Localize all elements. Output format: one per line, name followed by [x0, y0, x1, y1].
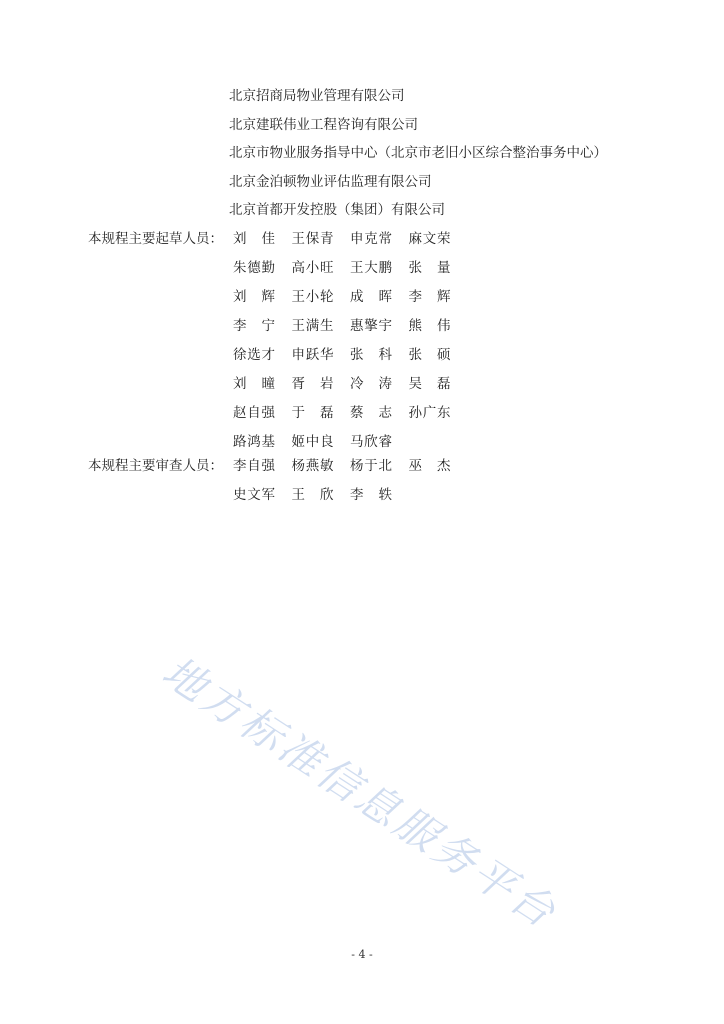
name-row: [233, 316, 467, 345]
person-name: 刘 曈: [233, 376, 275, 392]
person-name: 李 宁: [233, 318, 275, 334]
person-name: 杨燕敏: [291, 458, 334, 474]
person-name: 马欣睿: [350, 434, 392, 450]
person-name: 赵自强: [233, 405, 275, 421]
person-name: 姬中良: [291, 434, 334, 450]
organization-item: 北京金泊顿物业评估监理有限公司: [229, 173, 432, 190]
person-name: 王保青: [291, 231, 334, 247]
person-name: 于 磊: [291, 405, 334, 421]
organization-item: 北京建联伟业工程咨询有限公司: [229, 116, 418, 133]
person-name: 李自强: [233, 458, 275, 474]
person-name: 王大鹏: [350, 260, 392, 276]
person-name: 惠擎宇: [350, 318, 392, 334]
person-name: 蔡 志: [350, 405, 392, 421]
reviewers-names: [233, 456, 467, 514]
name-row: [233, 258, 467, 287]
person-name: 冷 涛: [350, 376, 392, 392]
reviewers-label: 本规程主要审查人员：: [88, 458, 223, 474]
organization-item: 北京市物业服务指导中心（北京市老旧小区综合整治事务中心）: [229, 145, 607, 161]
person-name: 刘 辉: [233, 289, 275, 305]
person-name: 李 轶: [350, 487, 392, 503]
person-name: 张 硕: [408, 347, 451, 363]
name-row: [233, 345, 467, 374]
organization-item: 北京招商局物业管理有限公司: [229, 88, 405, 104]
person-name: 刘 佳: [233, 231, 275, 247]
person-name: 吴 磊: [408, 376, 451, 392]
organization-list: [229, 86, 607, 229]
name-row: [233, 374, 467, 403]
person-name: 王 欣: [291, 487, 334, 503]
person-name: 胥 岩: [291, 376, 334, 392]
name-row: [233, 287, 467, 316]
person-name: 史文军: [233, 487, 275, 503]
person-name: 成 晖: [350, 289, 392, 305]
drafters-label: 本规程主要起草人员：: [88, 231, 223, 247]
person-name: 申跃华: [291, 347, 334, 363]
person-name: 徐选才: [233, 347, 275, 363]
person-name: 高小旺: [291, 260, 334, 276]
person-name: 熊 伟: [408, 318, 451, 334]
person-name: 麻文荣: [408, 231, 451, 247]
person-name: 李 辉: [408, 289, 451, 305]
person-name: 张 量: [408, 260, 451, 276]
person-name: 王满生: [291, 318, 334, 334]
name-row: [233, 403, 467, 432]
page-number: - 4 -: [351, 948, 373, 961]
person-name: 孙广东: [408, 405, 451, 421]
person-name: 王小轮: [291, 289, 334, 305]
name-row: [233, 456, 467, 485]
name-row: [233, 229, 467, 258]
drafters-names: [233, 229, 467, 461]
person-name: 申克常: [350, 231, 392, 247]
organization-item: 北京首都开发控股（集团）有限公司: [229, 202, 445, 218]
person-name: 路鸿基: [233, 434, 275, 450]
watermark-text: 地方标准信息服务平台: [153, 646, 567, 939]
person-name: 朱德勤: [233, 260, 275, 276]
person-name: 杨于北: [350, 458, 392, 474]
name-row: [233, 485, 467, 514]
person-name: 张 科: [350, 347, 392, 363]
person-name: 巫 杰: [408, 458, 451, 474]
